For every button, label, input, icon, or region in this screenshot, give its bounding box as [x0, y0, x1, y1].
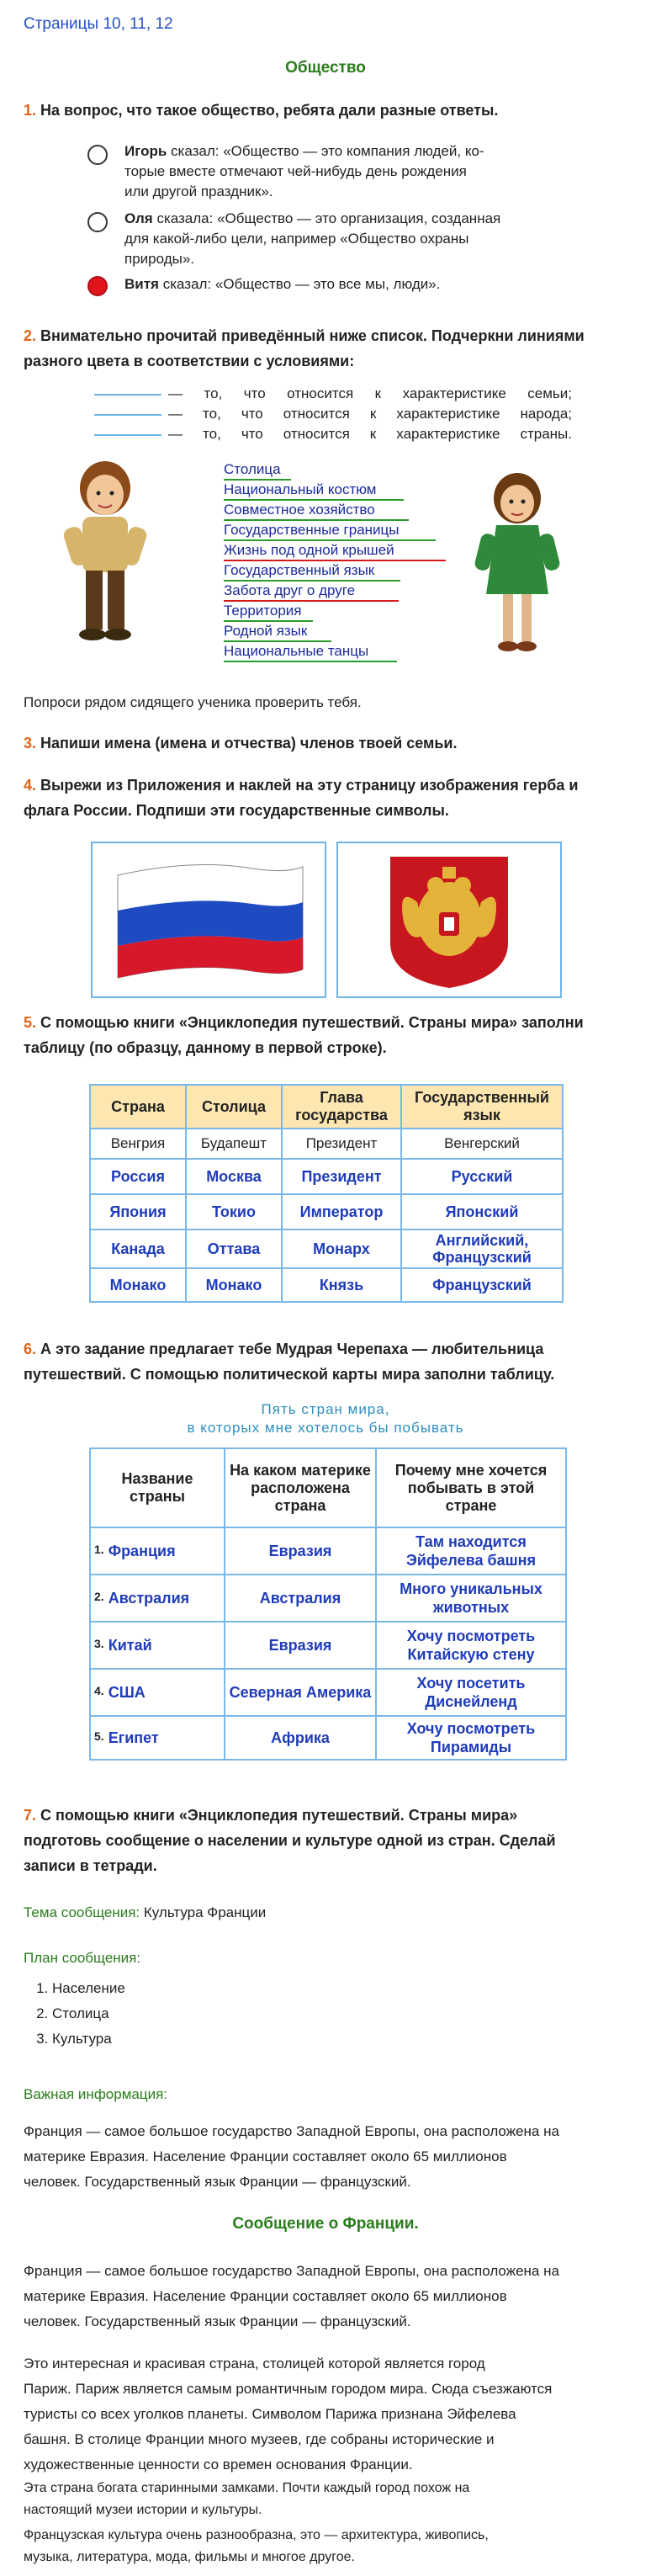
table-cell[interactable]: Токио	[186, 1194, 282, 1230]
column-header: Почему мне хочется побывать в этой стране	[376, 1448, 566, 1527]
text-line: Это интересная и красивая страна, столицей которой является город	[24, 2356, 485, 2372]
country-cell[interactable]: Китай	[108, 1636, 152, 1654]
country-cell[interactable]: Австралия	[108, 1589, 190, 1607]
reason-cell[interactable]: Хочу посетить Диснейленд	[376, 1669, 566, 1716]
option-text: сказала: «Общество — это организация, созданная	[152, 210, 501, 226]
table-caption	[0, 1400, 651, 1437]
text-line: Эта страна богата старинными замками. Почти каждый город похож на	[24, 2481, 470, 2495]
question-3	[24, 730, 457, 756]
question-5	[24, 1010, 629, 1060]
reason-cell[interactable]: Хочу посмотреть Китайскую стену	[376, 1622, 566, 1669]
word-item: Забота друг о друге	[224, 582, 356, 598]
page-range: Страницы 10, 11, 12	[24, 15, 173, 33]
word-item: Родной язык	[224, 623, 308, 639]
table-cell[interactable]: Монарх	[282, 1230, 401, 1268]
text-line: настоящий музеи истории и культуры.	[24, 2503, 262, 2517]
table-cell[interactable]: Монако	[186, 1268, 282, 1302]
table-row	[90, 1716, 566, 1760]
question-text: записи в тетради.	[24, 1857, 157, 1874]
condition-line-blank	[94, 394, 161, 396]
question-number: 3.	[24, 735, 37, 752]
option-name: Оля	[124, 210, 153, 226]
question-number: 4.	[24, 777, 37, 794]
continent-cell[interactable]: Евразия	[225, 1527, 376, 1575]
row-number: 5.	[94, 1729, 104, 1743]
underline-green	[224, 640, 331, 642]
text-line: человек. Государственный язык Франции — французский.	[24, 2313, 411, 2329]
option-text: сказал: «Общество — это все мы, люди».	[158, 276, 441, 292]
option-text: для какой-либо цели, например «Общество охраны	[124, 231, 469, 247]
underline-green	[224, 620, 313, 622]
message-title: Сообщение о Франции.	[232, 2215, 419, 2233]
radio-circle[interactable]	[87, 145, 108, 165]
word-item: Государственный язык	[224, 562, 375, 578]
text-line: музыка, литература, мода, фильмы и многое другое.	[24, 2550, 355, 2564]
underline-green	[224, 661, 397, 662]
table-cell[interactable]: Русский	[401, 1159, 563, 1194]
column-header: Название страны	[90, 1448, 225, 1527]
table-cell[interactable]: Император	[282, 1194, 401, 1230]
continent-cell[interactable]: Австралия	[225, 1575, 376, 1622]
text-line: Французская культура очень разнообразна, это — архитектура, живопись,	[24, 2528, 489, 2542]
table-row	[90, 1527, 566, 1575]
row-number: 4.	[94, 1683, 104, 1697]
reason-cell[interactable]: Там находится Эйфелева башня	[376, 1527, 566, 1575]
plan-list	[0, 1976, 125, 2052]
table-row	[90, 1575, 566, 1622]
question-text: А это задание предлагает тебе Мудрая Черепаха — любительница	[40, 1341, 544, 1357]
option-text: сказал: «Общество — это компания людей, ко-	[167, 143, 484, 159]
caption-line: Пять стран мира,	[261, 1401, 390, 1417]
question-text: флага России. Подпиши эти государственные символы.	[24, 802, 449, 819]
message-paragraph-4	[24, 2525, 638, 2568]
topic-label: Тема сообщения:	[24, 1904, 140, 1920]
condition-line-blank	[94, 414, 161, 416]
word-item: Государственные границы	[224, 522, 400, 538]
coat-of-arms-frame	[336, 842, 562, 998]
question-text: путешествий. С помощью политической карты мира заполни таблицу.	[24, 1366, 555, 1383]
list-item: 1. Население	[52, 1976, 125, 2001]
table-cell: Будапешт	[186, 1129, 282, 1159]
table-cell[interactable]: Японский	[401, 1194, 563, 1230]
table-cell[interactable]: Князь	[282, 1268, 401, 1302]
text-line: материке Евразия. Население Франции составляет около 65 миллионов	[24, 2148, 507, 2164]
continent-cell[interactable]: Африка	[225, 1716, 376, 1760]
text-line: туристы со всех уголков планеты. Символом Парижа признана Эйфелева	[24, 2406, 516, 2422]
underline-green	[224, 479, 291, 481]
table-header-row	[90, 1448, 566, 1527]
question-7	[24, 1803, 629, 1878]
word-item: Национальные танцы	[224, 643, 369, 659]
reason-cell[interactable]: Хочу посмотреть Пирамиды	[376, 1716, 566, 1760]
underline-green	[224, 519, 409, 521]
text-line: материке Евразия. Население Франции составляет около 65 миллионов	[24, 2288, 507, 2304]
russian-flag-frame	[91, 842, 326, 998]
continent-cell[interactable]: Северная Америка	[225, 1669, 376, 1716]
column-header: Столица	[186, 1085, 282, 1129]
caption-line: в которых мне хотелось бы побывать	[187, 1420, 464, 1436]
column-header: Глава государства	[282, 1085, 401, 1129]
option-text: торые вместе отмечают чей-нибудь день рождения	[124, 163, 467, 179]
plan-label: План сообщения:	[24, 1950, 141, 1966]
table-row	[90, 1268, 563, 1302]
peer-check-note: Попроси рядом сидящего ученика проверить тебя.	[24, 694, 362, 710]
table-row	[90, 1159, 563, 1194]
dream-countries-table	[89, 1447, 567, 1761]
table-cell: Венгерский	[401, 1129, 563, 1159]
list-item: 3. Культура	[52, 2026, 125, 2052]
text-line: человек. Государственный язык Франции — французский.	[24, 2174, 411, 2190]
question-text: подготовь сообщение о населении и культуре одной из стран. Сделай	[24, 1832, 556, 1849]
question-number: 1.	[24, 102, 37, 119]
question-6	[24, 1336, 629, 1387]
question-2	[24, 323, 629, 374]
row-number: 1.	[94, 1542, 104, 1556]
table-cell[interactable]: Монако	[90, 1268, 186, 1302]
boy-illustration	[50, 454, 160, 648]
radio-circle[interactable]	[87, 212, 108, 232]
word-item: Совместное хозяйство	[224, 502, 375, 518]
question-number: 6.	[24, 1341, 37, 1357]
question-text: На вопрос, что такое общество, ребята дали разные ответы.	[40, 102, 499, 119]
table-row	[90, 1194, 563, 1230]
message-paragraph-3	[24, 2478, 638, 2521]
important-info-text	[24, 2119, 638, 2195]
word-item: Территория	[224, 603, 302, 619]
table-cell[interactable]: Москва	[186, 1159, 282, 1194]
table-cell[interactable]: Япония	[90, 1194, 186, 1230]
important-info-label: Важная информация:	[24, 2086, 168, 2102]
condition-text: — то, что относится к характеристике народа;	[168, 406, 572, 422]
text-line: Франция — самое большое государство Западной Европы, она расположена на	[24, 2263, 559, 2279]
section-title: Общество	[285, 59, 366, 77]
table-cell: Президент	[282, 1129, 401, 1159]
country-cell[interactable]: США	[108, 1683, 146, 1701]
question-4	[24, 773, 629, 823]
column-header: На каком материке расположена страна	[225, 1448, 376, 1527]
table-cell[interactable]: Английский, Французский	[401, 1230, 563, 1268]
underline-green	[224, 539, 436, 541]
option-text: природы».	[124, 251, 195, 267]
table-cell[interactable]: Оттава	[186, 1230, 282, 1268]
condition-text: — то, что относится к характеристике семьи;	[168, 385, 572, 401]
text-line: башня. В столице Франции много музеев, где собраны исторические и	[24, 2431, 495, 2447]
russian-flag-icon	[93, 843, 325, 996]
question-text: С помощью книги «Энциклопедия путешествий. Страны мира»	[40, 1807, 518, 1824]
message-topic	[24, 1900, 266, 1925]
option-name: Игорь	[124, 143, 167, 159]
question-text: Внимательно прочитай приведённый ниже список. Подчеркни линиями	[40, 327, 585, 344]
question-text: разного цвета в соответствии с условиями:	[24, 353, 355, 369]
table-cell[interactable]: Россия	[90, 1159, 186, 1194]
condition-line-blank	[94, 434, 161, 436]
coat-of-arms-icon	[338, 843, 560, 996]
table-cell: Венгрия	[90, 1129, 186, 1159]
table-row	[90, 1230, 563, 1268]
underline-red	[224, 600, 399, 602]
option-text: или другой праздник».	[124, 183, 273, 199]
table-row	[90, 1669, 566, 1716]
countries-table	[89, 1084, 564, 1303]
girl-illustration	[471, 468, 564, 661]
question-text: Вырежи из Приложения и наклей на эту страницу изображения герба и	[40, 777, 579, 794]
table-cell[interactable]: Французский	[401, 1268, 563, 1302]
row-number: 2.	[94, 1589, 104, 1603]
text-line: Париж. Париж является самым романтичным городом мира. Сюда съезжаются	[24, 2381, 553, 2397]
question-text: С помощью книги «Энциклопедия путешествий. Страны мира» заполни	[40, 1014, 584, 1031]
column-header: Страна	[90, 1085, 186, 1129]
reason-cell[interactable]: Много уникальных животных	[376, 1575, 566, 1622]
question-number: 2.	[24, 327, 37, 344]
question-text: Напиши имена (имена и отчества) членов твоей семьи.	[40, 735, 458, 752]
underline-green	[224, 499, 404, 501]
radio-circle-selected[interactable]	[87, 276, 108, 296]
country-cell[interactable]: Франция	[108, 1542, 176, 1559]
table-header-row	[90, 1085, 563, 1129]
row-number: 3.	[94, 1636, 104, 1650]
column-header: Государственный язык	[401, 1085, 563, 1129]
table-sample-row	[90, 1129, 563, 1159]
condition-text: — то, что относится к характеристике страны.	[168, 426, 572, 442]
word-item: Национальный костюм	[224, 481, 377, 497]
country-cell[interactable]: Египет	[108, 1729, 159, 1746]
message-paragraph-1	[24, 2259, 638, 2334]
text-line: художественные ценности со времен основания Франции.	[24, 2456, 413, 2472]
text-line: Франция — самое большое государство Западной Европы, она расположена на	[24, 2123, 559, 2139]
option-name: Витя	[124, 276, 159, 292]
table-cell[interactable]: Президент	[282, 1159, 401, 1194]
underline-green	[224, 580, 400, 582]
question-text: таблицу (по образцу, данному в первой строке).	[24, 1039, 387, 1056]
table-row	[90, 1622, 566, 1669]
message-paragraph-2	[24, 2351, 638, 2478]
table-cell[interactable]: Канада	[90, 1230, 186, 1268]
continent-cell[interactable]: Евразия	[225, 1622, 376, 1669]
underline-red	[224, 560, 446, 561]
question-number: 7.	[24, 1807, 37, 1824]
word-item: Жизнь под одной крышей	[224, 542, 394, 558]
list-item: 2. Столица	[52, 2001, 125, 2026]
word-item: Столица	[224, 461, 281, 477]
topic-value: Культура Франции	[140, 1904, 267, 1920]
question-1	[24, 98, 498, 123]
question-number: 5.	[24, 1014, 37, 1031]
word-list	[224, 461, 453, 670]
